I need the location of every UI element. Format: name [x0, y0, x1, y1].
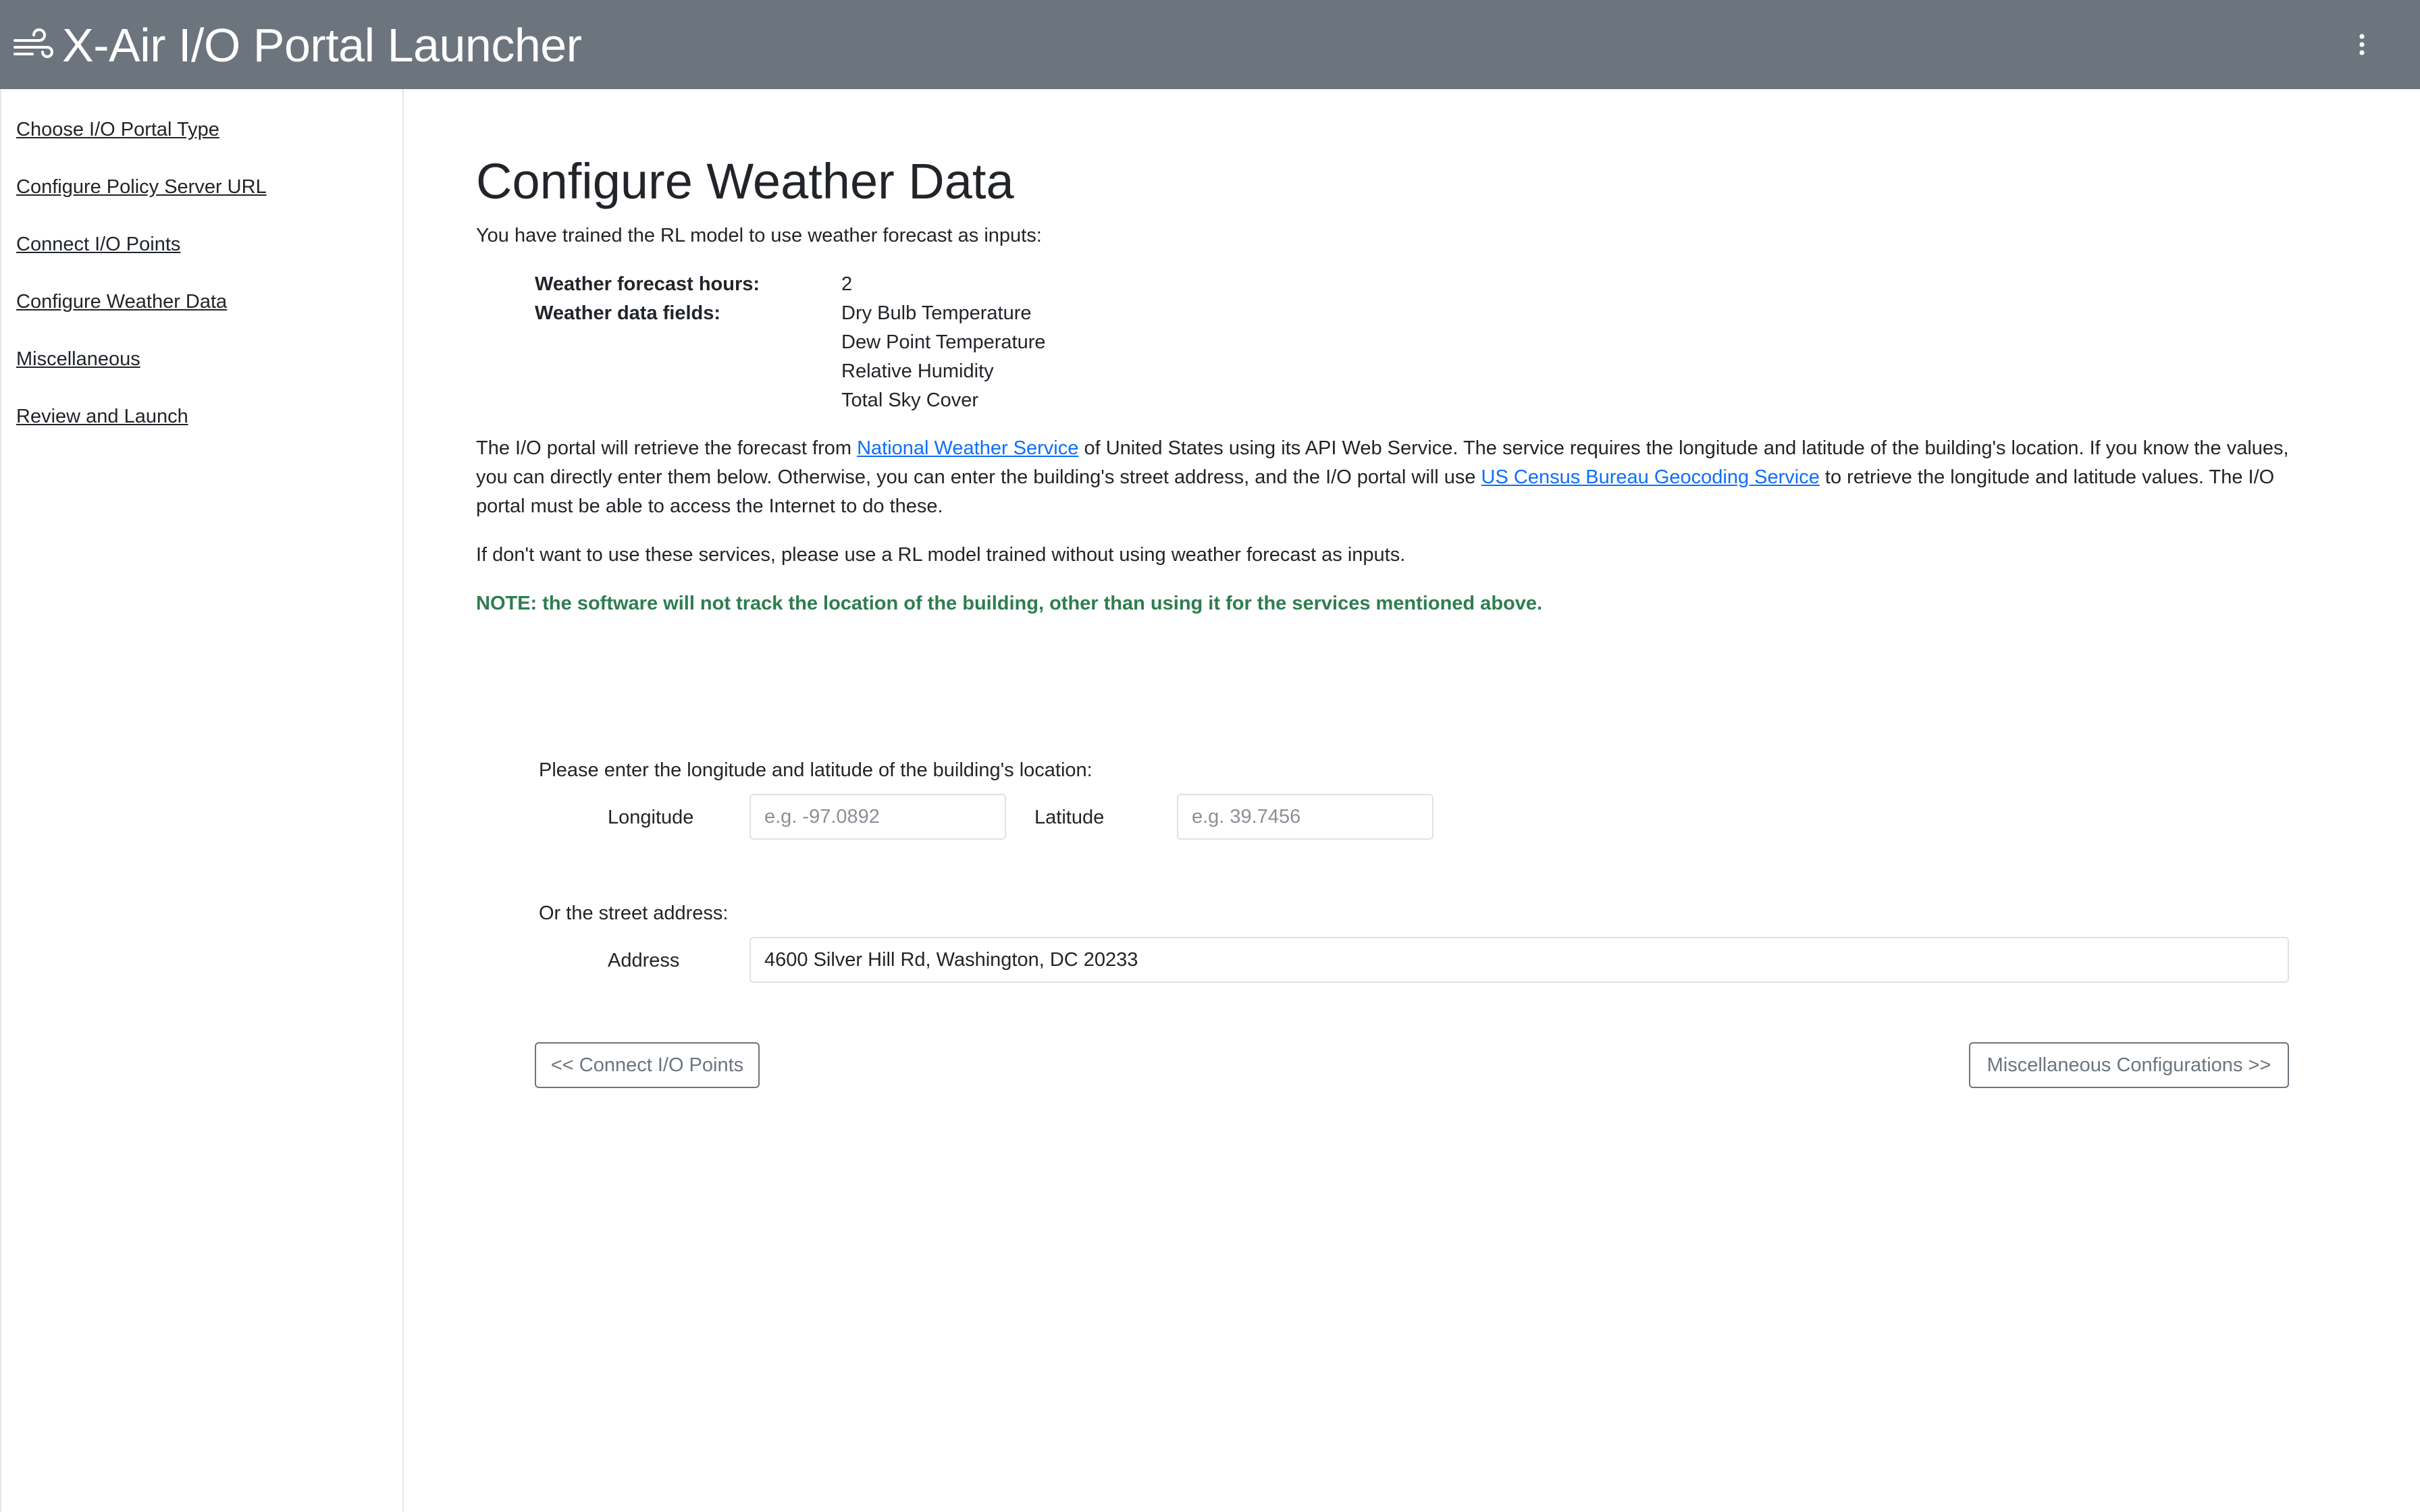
longitude-label: Longitude [608, 807, 694, 828]
coords-prompt: Please enter the longitude and latitude of the building's location: [539, 759, 1093, 781]
forecast-hours-value: 2 [841, 273, 853, 295]
address-label: Address [608, 950, 680, 971]
latitude-label: Latitude [1034, 807, 1105, 828]
kebab-menu-icon[interactable] [2354, 27, 2370, 62]
data-fields-label: Weather data fields: [535, 302, 721, 324]
wind-icon [12, 27, 54, 63]
service-text: of United States using its API Web Service. The service requires the longitude and latitude of the building's location. If you know the values, [1078, 437, 2289, 459]
sidebar-item-configure-policy-server-url[interactable]: Configure Policy Server URL [16, 176, 267, 198]
data-field-item: Dry Bulb Temperature [841, 302, 1032, 324]
privacy-note: NOTE: the software will not track the location of the building, other than using it for the services mentioned above. [476, 593, 1543, 614]
page-title: Configure Weather Data [476, 153, 1014, 209]
next-miscellaneous-button[interactable]: Miscellaneous Configurations >> [1969, 1042, 2289, 1088]
service-description [476, 434, 2289, 463]
latitude-input[interactable] [1177, 794, 1433, 840]
census-geocoding-link[interactable]: US Census Bureau Geocoding Service [1481, 466, 1820, 488]
service-description-line2 [476, 463, 2274, 492]
service-text: to retrieve the longitude and latitude values. The I/O [1819, 466, 2275, 488]
data-field-item: Total Sky Cover [841, 389, 979, 411]
service-text: you can directly enter them below. Otherwise, you can enter the building's street address, and the I/O portal will use [476, 466, 1481, 488]
app-header [0, 0, 2420, 89]
alternative-note: If don't want to use these services, please use a RL model trained without using weather forecast as inputs. [476, 544, 1406, 566]
app-title: X-Air I/O Portal Launcher [62, 19, 582, 72]
sidebar-nav [0, 89, 404, 1512]
sidebar-item-miscellaneous[interactable]: Miscellaneous [16, 348, 140, 370]
data-field-item: Relative Humidity [841, 360, 994, 382]
address-prompt: Or the street address: [539, 902, 729, 924]
service-text: The I/O portal will retrieve the forecast from [476, 437, 858, 459]
sidebar-item-configure-weather-data[interactable]: Configure Weather Data [16, 291, 228, 313]
main-content [405, 89, 2420, 1512]
sidebar-item-connect-io-points[interactable]: Connect I/O Points [16, 234, 181, 255]
back-connect-io-points-button[interactable]: << Connect I/O Points [535, 1042, 760, 1088]
intro-text: You have trained the RL model to use weather forecast as inputs: [476, 225, 1042, 246]
forecast-hours-label: Weather forecast hours: [535, 273, 760, 295]
service-description-line3: portal must be able to access the Internet to do these. [476, 495, 943, 517]
address-input[interactable] [749, 937, 2289, 983]
sidebar-item-review-and-launch[interactable]: Review and Launch [16, 406, 188, 427]
sidebar-item-choose-portal-type[interactable]: Choose I/O Portal Type [16, 119, 219, 140]
longitude-input[interactable] [749, 794, 1006, 840]
national-weather-service-link[interactable]: National Weather Service [857, 437, 1079, 459]
data-field-item: Dew Point Temperature [841, 331, 1046, 353]
